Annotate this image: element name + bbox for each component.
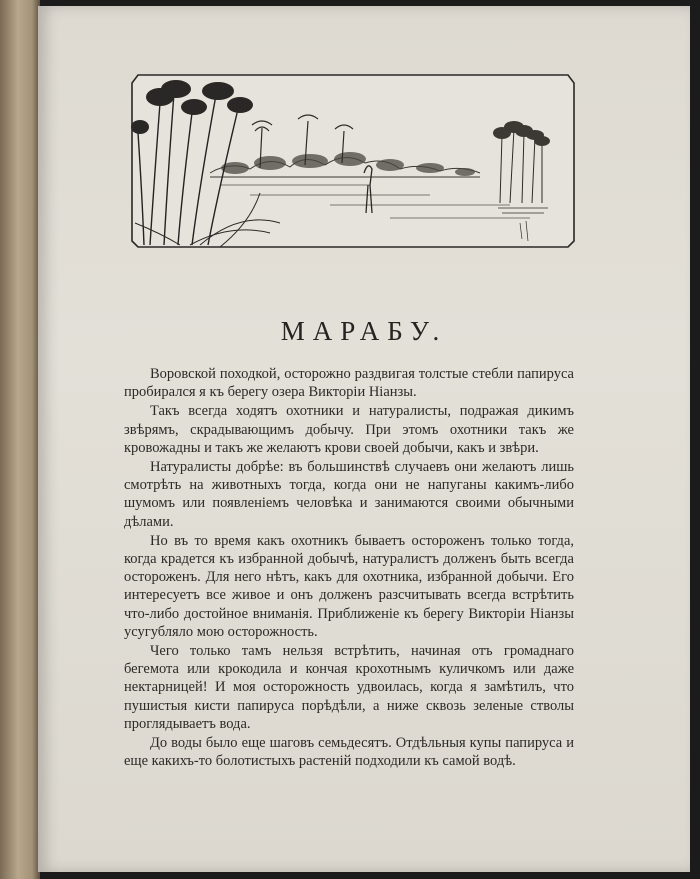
paragraph: Чего только тамъ нельзя встрѣтить, начиная отъ громаднаго бегемота или крокодила и кончая крохотнымъ куличкомъ или даже нектарницей! И моя осторожность удвоилась, когда я замѣтилъ, что пушистыя кисти папируса порѣдѣли, а ниже сквозь зеленые стволы проглядываетъ вода. xyxy=(124,643,574,732)
paragraph: Но въ то время какъ охотникъ бываетъ остороженъ только тогда, когда крадется къ избранной добычѣ, натуралистъ долженъ быть всегда остороженъ. Для него нѣтъ, какъ для охотника, избранной добычи. Его интересуетъ все живое и онъ долженъ разсчитывать всегда встрѣтить что-либо достойное вниманія. Приближеніе къ берегу Викторіи Ніанзы усугубляло мою осторожность. xyxy=(124,532,574,640)
book-spine xyxy=(0,0,40,879)
body-text xyxy=(124,365,574,771)
paragraph: Такъ всегда ходятъ охотники и натуралисты, подражая дикимъ звѣрямъ, скрадывающимъ добычу. При этомъ охотники такъ же кровожадны и такъ же желаютъ крови своей добычи, какъ и звѣри. xyxy=(124,403,574,456)
lake-papyrus-illustration xyxy=(130,73,576,249)
paragraph: Натуралисты добрѣе: въ большинствѣ случаевъ они желаютъ лишь смотрѣть на животныхъ тогда, когда они не напуганы какимъ-либо шумомъ или появленіемъ человѣка и занимаются своими обычными дѣлами. xyxy=(124,459,574,530)
book-page xyxy=(38,6,690,872)
chapter-title: МАРАБУ. xyxy=(280,316,448,346)
paragraph: До воды было еще шаговъ семьдесятъ. Отдѣльныя купы папируса и еще какихъ-то болотистыхъ растеній подходили къ самой водѣ. xyxy=(124,735,574,770)
paragraph: Воровской походкой, осторожно раздвигая толстые стебли папируса пробирался я къ берегу озера Викторіи Ніанзы. xyxy=(124,366,574,401)
